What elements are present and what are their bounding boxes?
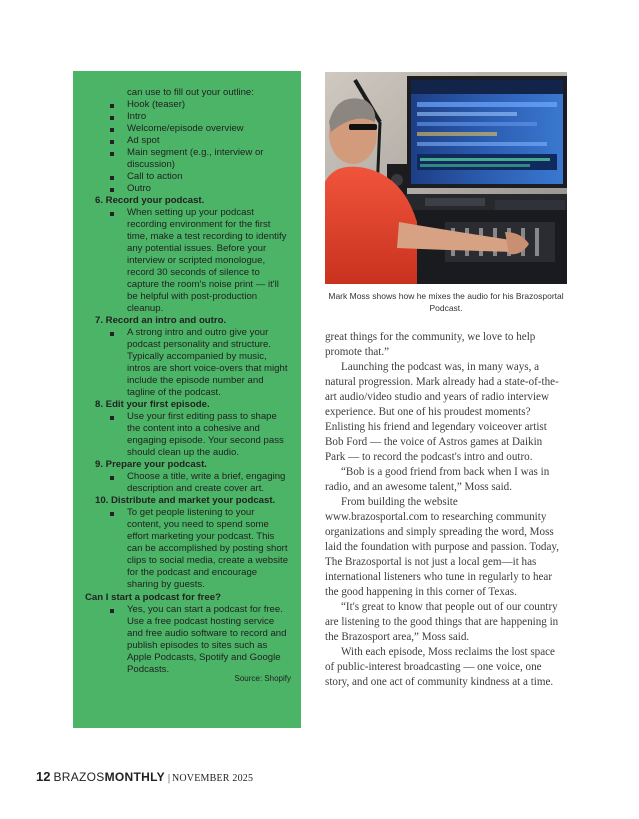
step-9-title: 9. Prepare your podcast. bbox=[95, 459, 207, 470]
podcast-steps-sidebar bbox=[73, 71, 301, 728]
step-10-title: 10. Distribute and market your podcast. bbox=[95, 495, 276, 506]
faq-answer: Yes, you can start a podcast for free. Use a free podcast hosting service and free audio software to record and publish episodes to sites such as Apple Podcasts, Spotify and Google Podcasts. bbox=[85, 604, 291, 676]
brand-bold: MONTHLY bbox=[104, 770, 165, 784]
step-8-text: Use your first editing pass to shape the content into a cohesive and engaging episode. Your second pass should clean up the audio. bbox=[85, 411, 291, 459]
outline-list bbox=[85, 99, 291, 195]
page-number: 12 bbox=[36, 769, 51, 784]
faq-question: Can I start a podcast for free? bbox=[85, 592, 221, 603]
step-9-text: Choose a title, write a brief, engaging description and create cover art. bbox=[85, 471, 291, 495]
photo-caption: Mark Moss shows how he mixes the audio for his Brazosportal Podcast. bbox=[328, 291, 564, 313]
source-credit: Source: Shopify bbox=[234, 674, 291, 683]
list-item: Welcome/episode overview bbox=[85, 123, 291, 135]
brand-light: BRAZOS bbox=[53, 770, 105, 784]
list-item: Call to action bbox=[85, 171, 291, 183]
article-paragraph: “It's great to know that people out of our country are listening to the good things that are happening in the Brazosport area,” Moss said. bbox=[325, 601, 559, 643]
article-paragraph: With each episode, Moss reclaims the lost space of public-interest broadcasting — one voice, one story, and one act of community kindness at a time. bbox=[325, 646, 555, 688]
article-body bbox=[325, 330, 561, 690]
issue-date: NOVEMBER 2025 bbox=[171, 773, 254, 784]
list-item: Hook (teaser) bbox=[85, 99, 291, 111]
step-8-title: 8. Edit your first episode. bbox=[95, 399, 210, 410]
magazine-brand bbox=[53, 770, 164, 784]
article-paragraph: great things for the community, we love to help promote that.” bbox=[325, 331, 536, 358]
step-6-text: When setting up your podcast recording environment for the first time, make a test recording to identify any potential issues. Before your interview or scripted monologue, record 30 seconds of silence to capture the room's noise print — it'll be helpful with post-production cleanup. bbox=[85, 207, 291, 315]
article-paragraph: From building the website www.brazosportal.com to researching community organizations and simply spreading the word, Moss laid the foundation with purpose and passion. Today, The Brazosportal is not just a local gem—it has international listeners who tune in regularly to hear the good happening in this corner of Texas. bbox=[325, 496, 560, 598]
article-paragraph: “Bob is a good friend from back when I was in radio, and an awesome talent,” Moss said. bbox=[325, 466, 550, 493]
article-paragraph: Launching the podcast was, in many ways, a natural progression. Mark already had a state-of-the-art audio/video studio and years of radio interview experience. But one of his proudest moments? Enlisting his friend and legendary voiceover artist Bob Ford — the voice of Astros games at Daikin Park — to record the podcast's intro and outro. bbox=[325, 361, 559, 463]
step-7-title: 7. Record an intro and outro. bbox=[95, 315, 227, 326]
studio-photo-illustration bbox=[325, 72, 567, 284]
list-item: Outro bbox=[85, 183, 291, 195]
list-item: Main segment (e.g., interview or discussion) bbox=[85, 147, 291, 171]
list-item: Ad spot bbox=[85, 135, 291, 147]
step-7-text: A strong intro and outro give your podcast personality and structure. Typically accompanied by music, intros are short voice-overs that might include the episode number and tagline of the podcast. bbox=[85, 327, 291, 399]
step-6-title: 6. Record your podcast. bbox=[95, 195, 205, 206]
outline-intro: can use to fill out your outline: bbox=[127, 87, 254, 98]
step-10-text: To get people listening to your content, you need to spend some effort marketing your podcast. This can be accomplished by posting short clips to social media, create a website for the podcast and encourage sharing by guests. bbox=[85, 507, 291, 591]
page-footer bbox=[36, 768, 253, 786]
footer-separator: | bbox=[167, 773, 170, 784]
list-item: Intro bbox=[85, 111, 291, 123]
studio-photo bbox=[325, 72, 567, 284]
